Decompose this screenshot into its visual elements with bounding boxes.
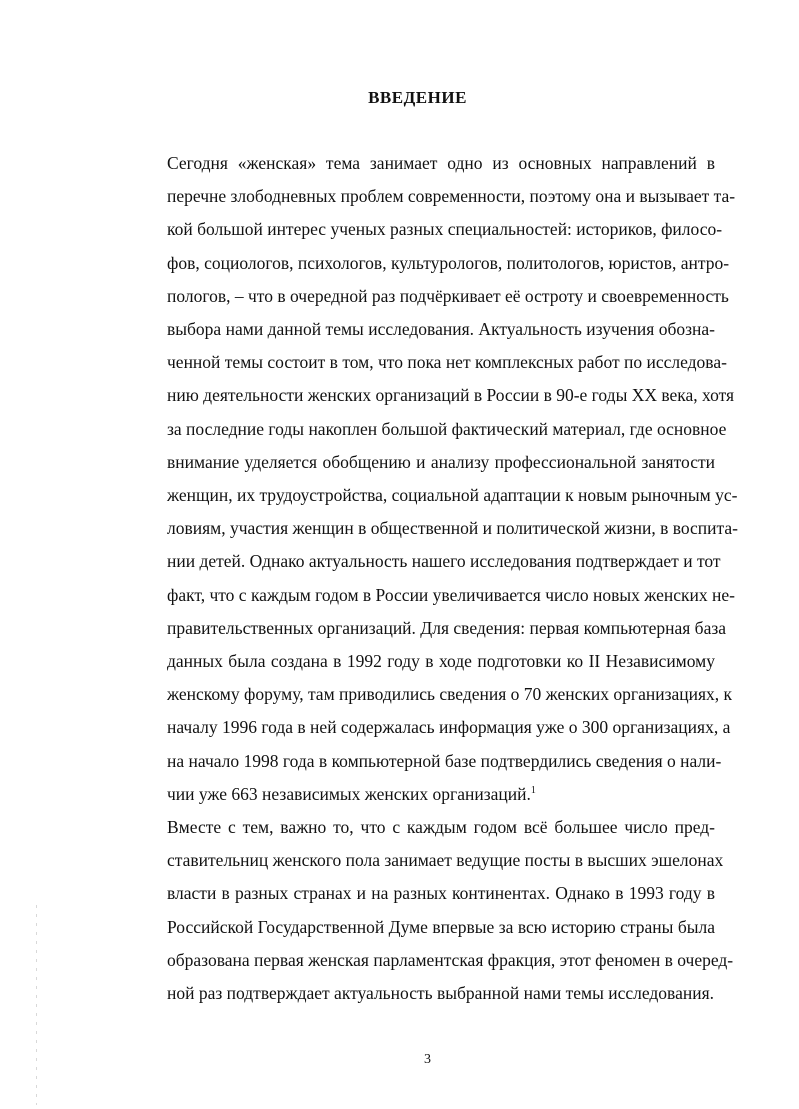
text-line: ставительниц женского пола занимает ведущие посты в высших эшелонах — [167, 850, 724, 871]
body-text — [130, 147, 738, 1010]
text-line: кой большой интерес ученых разных специальностей: историков, филосо- — [167, 219, 723, 240]
text-line: данных была создана в 1992 году в ходе подготовки ко II Независимому — [167, 651, 715, 672]
text-line: фов, социологов, психологов, культурологов, политологов, юристов, антро- — [167, 252, 730, 273]
text-line: на начало 1998 года в компьютерной базе подтвердились сведения о нали- — [167, 750, 722, 771]
text-line: началу 1996 года в ней содержалась информация уже о 300 организациях, а — [167, 717, 731, 738]
text-line: факт, что с каждым годом в России увеличивается число новых женских не- — [167, 584, 735, 605]
text-line: женщин, их трудоустройства, социальной адаптации к новым рыночным ус- — [167, 485, 738, 506]
text-line: женскому форуму, там приводились сведения о 70 женских организациях, к — [167, 684, 733, 705]
page-heading: ВВЕДЕНИЕ — [368, 88, 467, 107]
text-line: правительственных организаций. Для сведения: первая компьютерная база — [167, 617, 727, 638]
text-line: чии уже 663 независимых женских организаций. — [167, 783, 531, 804]
text-line: выбора нами данной темы исследования. Актуальность изучения обозна- — [167, 319, 715, 340]
text-line: Вместе с тем, важно то, что с каждым годом всё большее число пред- — [167, 817, 715, 838]
footnote-mark: 1 — [530, 785, 536, 797]
paragraph-1 — [130, 147, 738, 811]
text-line: Российской Государственной Думе впервые за всю историю страны была — [167, 916, 715, 937]
text-line: образована первая женская парламентская фракция, этот феномен в очеред- — [167, 949, 734, 970]
text-line-last — [130, 778, 715, 811]
text-line: ной раз подтверждает актуальность выбранной нами темы исследования. — [167, 983, 714, 1004]
scan-artifact — [36, 905, 37, 1105]
text-line: внимание уделяется обобщению и анализу профессиональной занятости — [167, 451, 715, 472]
text-line: ловиям, участия женщин в общественной и политической жизни, в воспита- — [167, 518, 738, 539]
page-number: 3 — [424, 1052, 431, 1067]
paragraph-2 — [130, 811, 734, 1010]
text-line: за последние годы накоплен большой фактический материал, где основное — [167, 418, 727, 439]
text-line: ченной темы состоит в том, что пока нет комплексных работ по исследова- — [167, 352, 727, 373]
text-line: пологов, – что в очередной раз подчёркивает её остроту и своевременность — [167, 285, 729, 306]
text-line: перечне злободневных проблем современности, поэтому она и вызывает та- — [167, 186, 736, 207]
text-line: нии детей. Однако актуальность нашего исследования подтверждает и тот — [167, 551, 721, 572]
text-line: нию деятельности женских организаций в России в 90-е годы XX века, хотя — [167, 385, 735, 406]
text-line: Сегодня «женская» тема занимает одно из основных направлений в — [167, 153, 715, 173]
text-line: власти в разных странах и на разных континентах. Однако в 1993 году в — [167, 883, 715, 904]
